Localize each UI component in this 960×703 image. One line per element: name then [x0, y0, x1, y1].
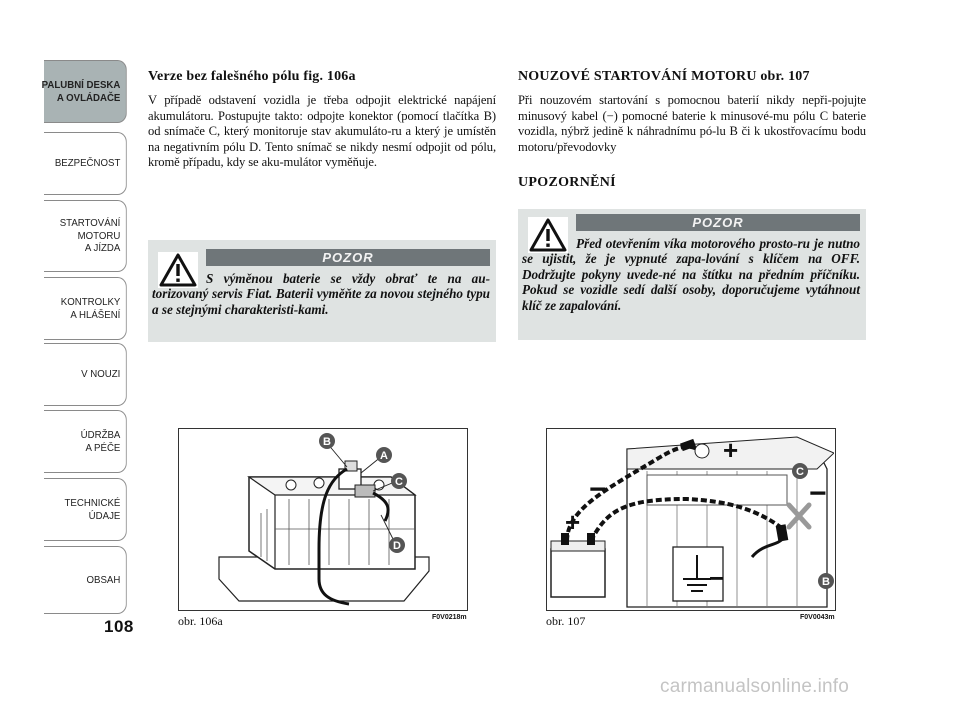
figure-code-107: F0V0043m — [800, 614, 835, 621]
svg-text:C: C — [395, 476, 403, 488]
svg-text:C: C — [796, 466, 804, 478]
tab-label-line: KONTROLKY — [60, 296, 121, 308]
warning-bar-right: POZOR — [576, 214, 860, 231]
tab-obsah[interactable] — [44, 546, 127, 614]
label-A — [376, 447, 392, 463]
warning-box-right — [518, 209, 866, 340]
warning-text-left: S výměnou baterie se vždy obrať te na au-torizovaný servis Fiat. Baterii vyměňte za novou stejného typu a se stejnými charakteristi-kami. — [152, 271, 490, 317]
figure-caption-107: obr. 107 — [546, 614, 586, 628]
sign-minus-vehicle: − — [589, 473, 607, 506]
tab-kontrolky[interactable] — [44, 277, 127, 340]
tab-label-line: A PÉČE — [85, 441, 121, 454]
tab-label-line: STARTOVÁNÍ — [59, 217, 121, 230]
tab-label-line: PALUBNÍ DESKA — [41, 79, 121, 91]
tab-label-line: BEZPEČNOST — [54, 157, 121, 170]
left-column — [148, 69, 496, 171]
tab-label-line: MOTORU — [77, 229, 121, 242]
tab-technicke-udaje[interactable] — [44, 478, 127, 541]
label-C — [391, 473, 407, 489]
tab-v-nouzi[interactable] — [44, 343, 127, 406]
page-number: 108 — [104, 617, 134, 636]
tab-label-line: ÚDAJE — [88, 509, 121, 522]
jump-start-illustration — [547, 429, 834, 609]
tab-label-line: A HLÁŠENÍ — [70, 308, 121, 321]
watermark: carmanualsonline.info — [660, 676, 850, 697]
warning-box-left — [148, 240, 496, 342]
tab-label-line: OBSAH — [86, 573, 121, 586]
section-paragraph-left: V případě odstavení vozidla je třeba odpojit elektrické napájení akumulátoru. Postupujte takto: odpojte konektor (pomocí tlačítka B) od snímače C, který monitoruje stav akumuláto-ru a který je umístěn na negativním pólu D. Tento snímač se nikdy nesmí odpojit od pólu, kromě případu, kdy se aku-mulátor vyměňuje. — [148, 93, 496, 170]
sign-minus-ground: − — [709, 563, 725, 593]
section-paragraph-right: Při nouzovém startování s pomocnou baterií nikdy nepři-pojujte minusový kabel (−) pomocné baterie k minusové-mu pólu C baterie vozidla, nýbrž jedině k náhradnímu pó-lu B či k ukostřovacímu bodu motoru/převodovky — [518, 93, 866, 154]
section-heading-left: Verze bez falešného pólu fig. 106a — [148, 69, 356, 84]
battery-sensor-illustration — [179, 429, 466, 609]
warning-bar-left: POZOR — [206, 249, 490, 266]
warning-text-right: Před otevřením víka motorového prosto-ru je nutno se ujistit, že je vypnuté zapa-lování s klíčem na OFF. Dodržujte pokyny uvede-né na štítku na předním příčníku. Pokud se vozidle sedí další osoby, doporučujeme vytáhnout klíč ze zapalování. — [522, 236, 860, 313]
tab-palubni-deska[interactable] — [41, 60, 127, 123]
tab-startovani[interactable] — [44, 200, 127, 272]
label-B — [818, 573, 834, 589]
svg-text:A: A — [380, 450, 388, 462]
label-D — [389, 537, 405, 553]
svg-text:B: B — [323, 436, 331, 448]
tab-bezpecnost[interactable] — [44, 132, 127, 195]
figure-107 — [546, 428, 836, 611]
sign-plus-aux: + — [565, 507, 581, 537]
label-C — [792, 463, 808, 479]
tab-udrzba[interactable] — [44, 410, 127, 473]
tab-label-line: A OVLÁDAČE — [56, 91, 121, 104]
figure-caption-106a: obr. 106a — [178, 614, 223, 628]
right-column — [518, 69, 866, 191]
tab-label-line: ÚDRŽBA — [80, 429, 121, 441]
figure-code-106a: F0V0218m — [432, 614, 467, 621]
section-heading-right: NOUZOVÉ STARTOVÁNÍ MOTORU obr. 107 — [518, 69, 810, 84]
label-B — [319, 433, 335, 449]
sign-plus-vehicle: + — [723, 435, 739, 465]
tab-label-line: V NOUZI — [81, 368, 121, 381]
svg-text:B: B — [822, 576, 830, 588]
sign-minus-terminal: − — [809, 477, 827, 510]
tab-label-line: A JÍZDA — [84, 242, 121, 255]
caution-title: UPOZORNĚNÍ — [518, 175, 616, 191]
figure-106a — [178, 428, 468, 611]
tab-label-line: TECHNICKÉ — [64, 497, 121, 509]
svg-text:D: D — [393, 540, 401, 552]
